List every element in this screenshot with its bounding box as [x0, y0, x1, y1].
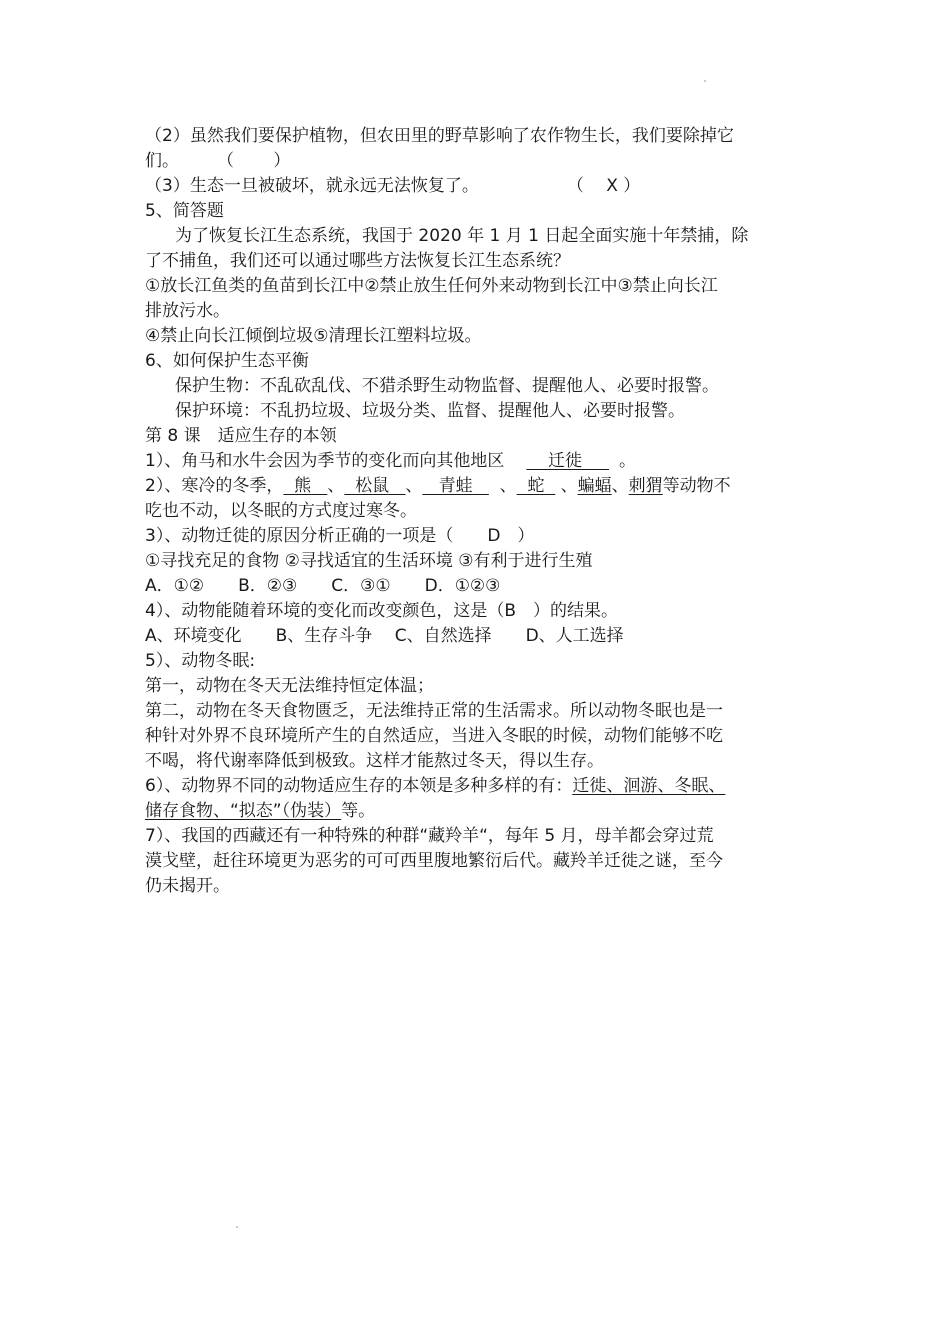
q4-3-line: [145, 174, 813, 199]
item5-line2: 第二，动物在冬天食物匮乏，无法维持正常的生活需求。所以动物冬眠也是一: [145, 701, 723, 721]
lesson8-item3: 3）、动物迁徙的原因分析正确的一项是（ D ）: [145, 526, 535, 546]
item2-answer-hedgehog: 刺猬: [628, 476, 663, 496]
lesson8-item5-title: 5）、动物冬眠:: [145, 651, 256, 671]
item4-options: A、环境变化 B、生存斗争 C、自然选择 D、人工选择: [145, 626, 624, 646]
q4-3-answer: （ X ）: [566, 176, 641, 196]
item3-options-line1: ①寻找充足的食物 ②寻找适宜的生活环境 ③有利于进行生殖: [145, 551, 593, 571]
lesson8-item4: 4）、动物能随着环境的变化而改变颜色，这是（B ）的结果。: [145, 601, 618, 621]
lesson8-item6-line1: [145, 774, 813, 799]
item7-line2: 漠戈壁，赶往环境更为恶劣的可可西里腹地繁衍后代。藏羚羊迁徙之谜，至今: [145, 851, 723, 871]
q6-line2: 保护环境：不乱扔垃圾、垃圾分类、监督、提醒他人、必要时报警。: [175, 401, 685, 421]
item5-line3: 种针对外界不良环境所产生的自然适应，当进入冬眠的时候，动物们能够不吃: [145, 726, 723, 746]
item1-end: 。: [618, 451, 636, 471]
item2-sep: 、: [327, 476, 345, 496]
q5-answer-line2: 排放污水。: [145, 301, 230, 321]
lesson8-title: 第 8 课 适应生存的本领: [145, 426, 337, 446]
item2-answer-squirrel: 松鼠: [355, 476, 390, 496]
item6-answer-part1: 迁徙、洄游、冬眠、: [572, 776, 726, 796]
q5-title: 5、简答题: [145, 201, 224, 221]
item2-answer-snake: 蛇: [527, 476, 545, 496]
q4-2-text-cont: 们。: [145, 151, 179, 171]
q5-answer-line3: ④禁止向长江倾倒垃圾⑤清理长江塑料垃圾。: [145, 326, 482, 346]
q5-answer-line1: ①放长江鱼类的鱼苗到长江中②禁止放生任何外来动物到长江中③禁止向长江: [145, 276, 718, 296]
item7-line3: 仍未揭开。: [145, 876, 230, 896]
q4-3-text: （3）生态一旦被破坏，就永远无法恢复了。: [145, 176, 479, 196]
item6-answer-part2: 储存食物、“拟态”（伪装）: [145, 801, 342, 821]
item2-sep: 、: [560, 476, 578, 496]
lesson8-item7-line1: 7）、我国的西藏还有一种特殊的种群“藏羚羊“，每年 5 月，母羊都会穿过荒: [145, 826, 714, 846]
q4-2-line1: [145, 124, 813, 149]
q4-2-answer: （ ）: [217, 151, 291, 171]
lesson8-item2-line2: 吃也不动，以冬眠的方式度过寒冬。: [145, 501, 417, 521]
lesson8-item6-line2: [145, 799, 813, 824]
item6-text: 6）、动物界不同的动物适应生存的本领是多种多样的有：: [145, 776, 573, 796]
q4-2-text: （2）虽然我们要保护植物，但农田里的野草影响了农作物生长，我们要除掉它: [145, 126, 734, 146]
q6-line1: 保护生物：不乱砍乱伐、不猎杀野生动物监督、提醒他人、必要时报警。: [175, 376, 719, 396]
q5-question-line1: 为了恢复长江生态系统，我国于 2020 年 1 月 1 日起全面实施十年禁捕，除: [175, 226, 749, 246]
item2-end: 等动物不: [662, 476, 731, 496]
q5-question-line2: 了不捕鱼，我们还可以通过哪些方法恢复长江生态系统？: [145, 251, 570, 271]
item2-text: 2）、寒冷的冬季，: [145, 476, 284, 496]
q4-2-line2: [145, 149, 813, 174]
scan-speck: [704, 80, 706, 82]
item6-end: 等。: [341, 801, 376, 821]
item2-answer-bat: 蝙蝠: [577, 476, 612, 496]
document-body: [145, 124, 813, 899]
item2-sep: 、: [611, 476, 629, 496]
q6-title: 6、如何保护生态平衡: [145, 351, 309, 371]
item3-options-line2: A．①② B．②③ C．③① D．①②③: [145, 576, 501, 596]
item5-line4: 不喝，将代谢率降低到极致。这样才能熬过冬天，得以生存。: [145, 751, 604, 771]
item1-text: 1）、角马和水牛会因为季节的变化而向其他地区: [145, 451, 505, 471]
item5-line1: 第一，动物在冬天无法维持恒定体温；: [145, 676, 434, 696]
scan-speck: [236, 1226, 238, 1228]
item1-answer: 迁徙: [547, 451, 582, 471]
item2-answer-frog: 青蛙: [438, 476, 473, 496]
item2-answer-bear: 熊: [294, 476, 312, 496]
item2-sep: 、: [499, 476, 517, 496]
lesson8-item1: [145, 449, 813, 474]
lesson8-item2-line1: [145, 474, 813, 499]
item2-sep: 、: [405, 476, 423, 496]
